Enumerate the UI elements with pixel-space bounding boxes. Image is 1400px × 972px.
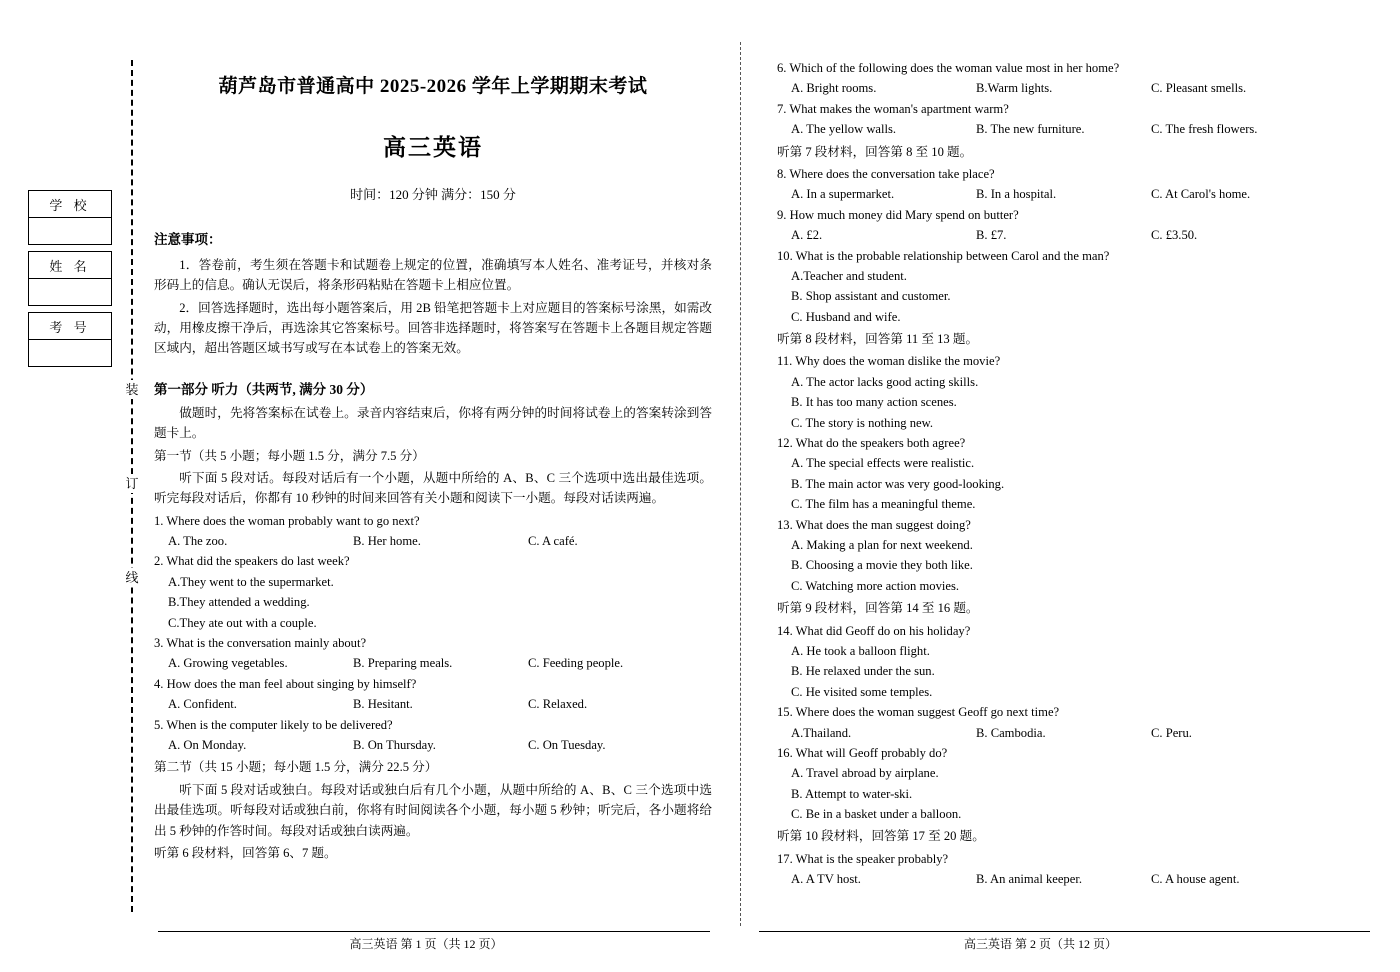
option-c[interactable]: C. £3.50. (1151, 228, 1198, 243)
option-c[interactable]: C. Watching more action movies. (791, 578, 960, 593)
question-stem: 12. What do the speakers both agree? (777, 436, 966, 451)
option-b[interactable]: B. In a hospital. (976, 187, 1057, 202)
page-footer-right: 高三英语 第 2 页（共 12 页） (963, 936, 1117, 951)
question-options (777, 225, 1370, 245)
option-c[interactable]: C. Relaxed. (528, 697, 588, 712)
option-a[interactable]: A. He took a balloon flight. (791, 643, 930, 658)
option-c[interactable]: C. On Tuesday. (528, 737, 606, 752)
student-info-boxes (28, 190, 112, 367)
part-1-heading: 第一部分 听力（共两节, 满分 30 分） (154, 381, 374, 397)
option-a[interactable]: A. Growing vegetables. (168, 656, 288, 671)
option-a[interactable]: A. In a supermarket. (791, 187, 895, 202)
option-b[interactable]: B. Hesitant. (353, 697, 413, 712)
page-footer-left: 高三英语 第 1 页（共 12 页） (349, 936, 503, 951)
question-stem: 10. What is the probable relationship between Carol and the man? (777, 248, 1110, 263)
question-options (777, 119, 1370, 139)
option-a[interactable]: A. The yellow walls. (791, 122, 897, 137)
footer-rule (759, 931, 1370, 932)
option-a[interactable]: A.Teacher and student. (791, 268, 907, 283)
option-b[interactable]: B. Cambodia. (976, 725, 1046, 740)
exam-number-field-label: 考 号 (28, 312, 112, 340)
question-stem: 9. How much money did Mary spend on butter? (777, 207, 1019, 222)
option-c[interactable]: C. He visited some temples. (791, 684, 933, 699)
listening-material-10: 听第 10 段材料，回答第 17 至 20 题。 (777, 829, 985, 844)
question-stem: 15. Where does the woman suggest Geoff go next time? (777, 705, 1060, 720)
question-stem: 13. What does the man suggest doing? (777, 517, 971, 532)
question-options (777, 78, 1370, 98)
listening-material-6: 听第 6 段材料，回答第 6、7 题。 (154, 845, 337, 860)
option-a[interactable]: A. Bright rooms. (791, 81, 877, 96)
question-stem: 11. Why does the woman dislike the movie? (777, 354, 1001, 369)
option-a[interactable]: A. On Monday. (168, 737, 247, 752)
question-stem: 4. How does the man feel about singing by himself? (154, 676, 417, 691)
option-b[interactable]: B. Choosing a movie they both like. (791, 558, 973, 573)
option-b[interactable]: B. £7. (976, 228, 1007, 243)
listening-material-9: 听第 9 段材料，回答第 14 至 16 题。 (777, 601, 979, 616)
option-c[interactable]: C. Peru. (1151, 725, 1192, 740)
name-field-input[interactable] (28, 279, 112, 306)
option-c[interactable]: C. A house agent. (1151, 872, 1240, 887)
option-b[interactable]: B. Her home. (353, 534, 421, 549)
option-b[interactable]: B.They attended a wedding. (168, 595, 310, 610)
option-b[interactable]: B. An animal keeper. (976, 872, 1082, 887)
section-2-heading: 第二节（共 15 小题；每小题 1.5 分，满分 22.5 分） (154, 760, 438, 775)
name-field-label: 姓 名 (28, 251, 112, 279)
question-stem: 8. Where does the conversation take place? (777, 166, 995, 181)
option-c[interactable]: C. Husband and wife. (791, 309, 901, 324)
exam-timing: 时间：120 分钟 满分：150 分 (350, 187, 516, 203)
question-options (154, 531, 712, 551)
option-a[interactable]: A.Thailand. (791, 725, 852, 740)
question-options (777, 184, 1370, 204)
option-c[interactable]: C. A café. (528, 534, 578, 549)
question-stem: 16. What will Geoff probably do? (777, 745, 948, 760)
exam-number-field-input[interactable] (28, 340, 112, 367)
question-stem: 6. Which of the following does the woman value most in her home? (777, 61, 1120, 75)
notice-item-2: 2．回答选择题时，选出每小题答案后，用 2B 铅笔把答题卡上对应题目的答案标号涂黑，如需改动，用橡皮擦干净后，再选涂其它答案标号。回答非选择题时，将答案写在答题卡上各题目规定答题区域内，超出答题区域书写或写在本试卷上的答案无效。 (154, 300, 712, 356)
option-b[interactable]: B. Preparing meals. (353, 656, 453, 671)
option-c[interactable]: C. Feeding people. (528, 656, 624, 671)
section-2-intro: 听下面 5 段对话或独白。每段对话或独白后有几个小题，从题中所给的 A、B、C 三个选项中选出最佳选项。听每段对话或独白前，你将有时间阅读各个小题，每小题 5 秒钟；听完后，各小题将给出 5 秒钟的作答时间。每段对话或独白读两遍。 (154, 782, 712, 838)
seal-char-1: 装 (117, 380, 147, 399)
seal-strip (0, 0, 140, 972)
seal-char-2: 订 (117, 474, 147, 493)
option-a[interactable]: A. Confident. (168, 697, 237, 712)
option-a[interactable]: A. The actor lacks good acting skills. (791, 374, 979, 389)
option-b[interactable]: B. The new furniture. (976, 122, 1085, 137)
notice-item-1: 1．答卷前，考生须在答题卡和试题卷上规定的位置，准确填写本人姓名、准考证号，并核对条形码上的信息。确认无误后，将条形码粘贴在答题卡上相应位置。 (154, 257, 712, 293)
option-b[interactable]: B. He relaxed under the sun. (791, 664, 935, 679)
page-1-column (140, 0, 740, 972)
option-a[interactable]: A. The zoo. (168, 534, 228, 549)
option-a[interactable]: A. The special effects were realistic. (791, 456, 975, 471)
option-a[interactable]: A. Travel abroad by airplane. (791, 766, 939, 781)
question-stem: 5. When is the computer likely to be delivered? (154, 717, 393, 732)
listening-material-8: 听第 8 段材料，回答第 11 至 13 题。 (777, 332, 979, 347)
option-c[interactable]: C. At Carol's home. (1151, 187, 1251, 202)
option-b[interactable]: B. The main actor was very good-looking. (791, 476, 1005, 491)
question-options (154, 694, 712, 714)
option-c[interactable]: C. The fresh flowers. (1151, 122, 1258, 137)
question-stem: 1. Where does the woman probably want to go next? (154, 513, 420, 528)
option-b[interactable]: B.Warm lights. (976, 81, 1053, 96)
option-a[interactable]: A. A TV host. (791, 872, 861, 887)
option-b[interactable]: B. Shop assistant and customer. (791, 289, 951, 304)
section-1-heading: 第一节（共 5 小题；每小题 1.5 分，满分 7.5 分） (154, 448, 425, 463)
question-options (154, 735, 712, 755)
page-2-column (741, 0, 1400, 972)
question-stem: 7. What makes the woman's apartment warm? (777, 101, 1009, 116)
section-1-intro: 听下面 5 段对话。每段对话后有一个小题，从题中所给的 A、B、C 三个选项中选出最佳选项。听完每段对话后，你都有 10 秒钟的时间来回答有关小题和阅读下一小题。每段对话读两遍。 (154, 470, 712, 506)
listening-material-7: 听第 7 段材料，回答第 8 至 10 题。 (777, 144, 973, 159)
option-c[interactable]: C. Pleasant smells. (1151, 81, 1247, 96)
school-field-label: 学 校 (28, 190, 112, 218)
question-stem: 2. What did the speakers do last week? (154, 554, 350, 569)
question-options (777, 869, 1370, 889)
footer-rule (158, 931, 710, 932)
option-a[interactable]: A.They went to the supermarket. (168, 574, 334, 589)
option-c[interactable]: C. Be in a basket under a balloon. (791, 807, 962, 822)
option-c[interactable]: C. The story is nothing new. (791, 415, 934, 430)
question-stem: 3. What is the conversation mainly about? (154, 636, 367, 651)
part-1-intro: 做题时，先将答案标在试卷上。录音内容结束后，你将有两分钟的时间将试卷上的答案转涂到答题卡上。 (154, 405, 712, 441)
option-b[interactable]: B. It has too many action scenes. (791, 395, 957, 410)
option-a[interactable]: A. £2. (791, 228, 823, 243)
option-c[interactable]: C. The film has a meaningful theme. (791, 497, 976, 512)
subject-title: 高三英语 (383, 134, 483, 160)
notice-heading: 注意事项： (154, 232, 222, 248)
seal-char-3: 线 (117, 568, 147, 587)
question-stem: 14. What did Geoff do on his holiday? (777, 623, 971, 638)
question-options (777, 723, 1370, 743)
option-c[interactable]: C.They ate out with a couple. (168, 615, 317, 630)
question-stem: 17. What is the speaker probably? (777, 851, 949, 866)
option-a[interactable]: A. Making a plan for next weekend. (791, 537, 973, 552)
question-options (154, 653, 712, 673)
option-b[interactable]: B. Attempt to water-ski. (791, 786, 913, 801)
page-title: 葫芦岛市普通高中 2025-2026 学年上学期期末考试 (218, 76, 648, 97)
school-field-input[interactable] (28, 218, 112, 245)
option-b[interactable]: B. On Thursday. (353, 737, 436, 752)
